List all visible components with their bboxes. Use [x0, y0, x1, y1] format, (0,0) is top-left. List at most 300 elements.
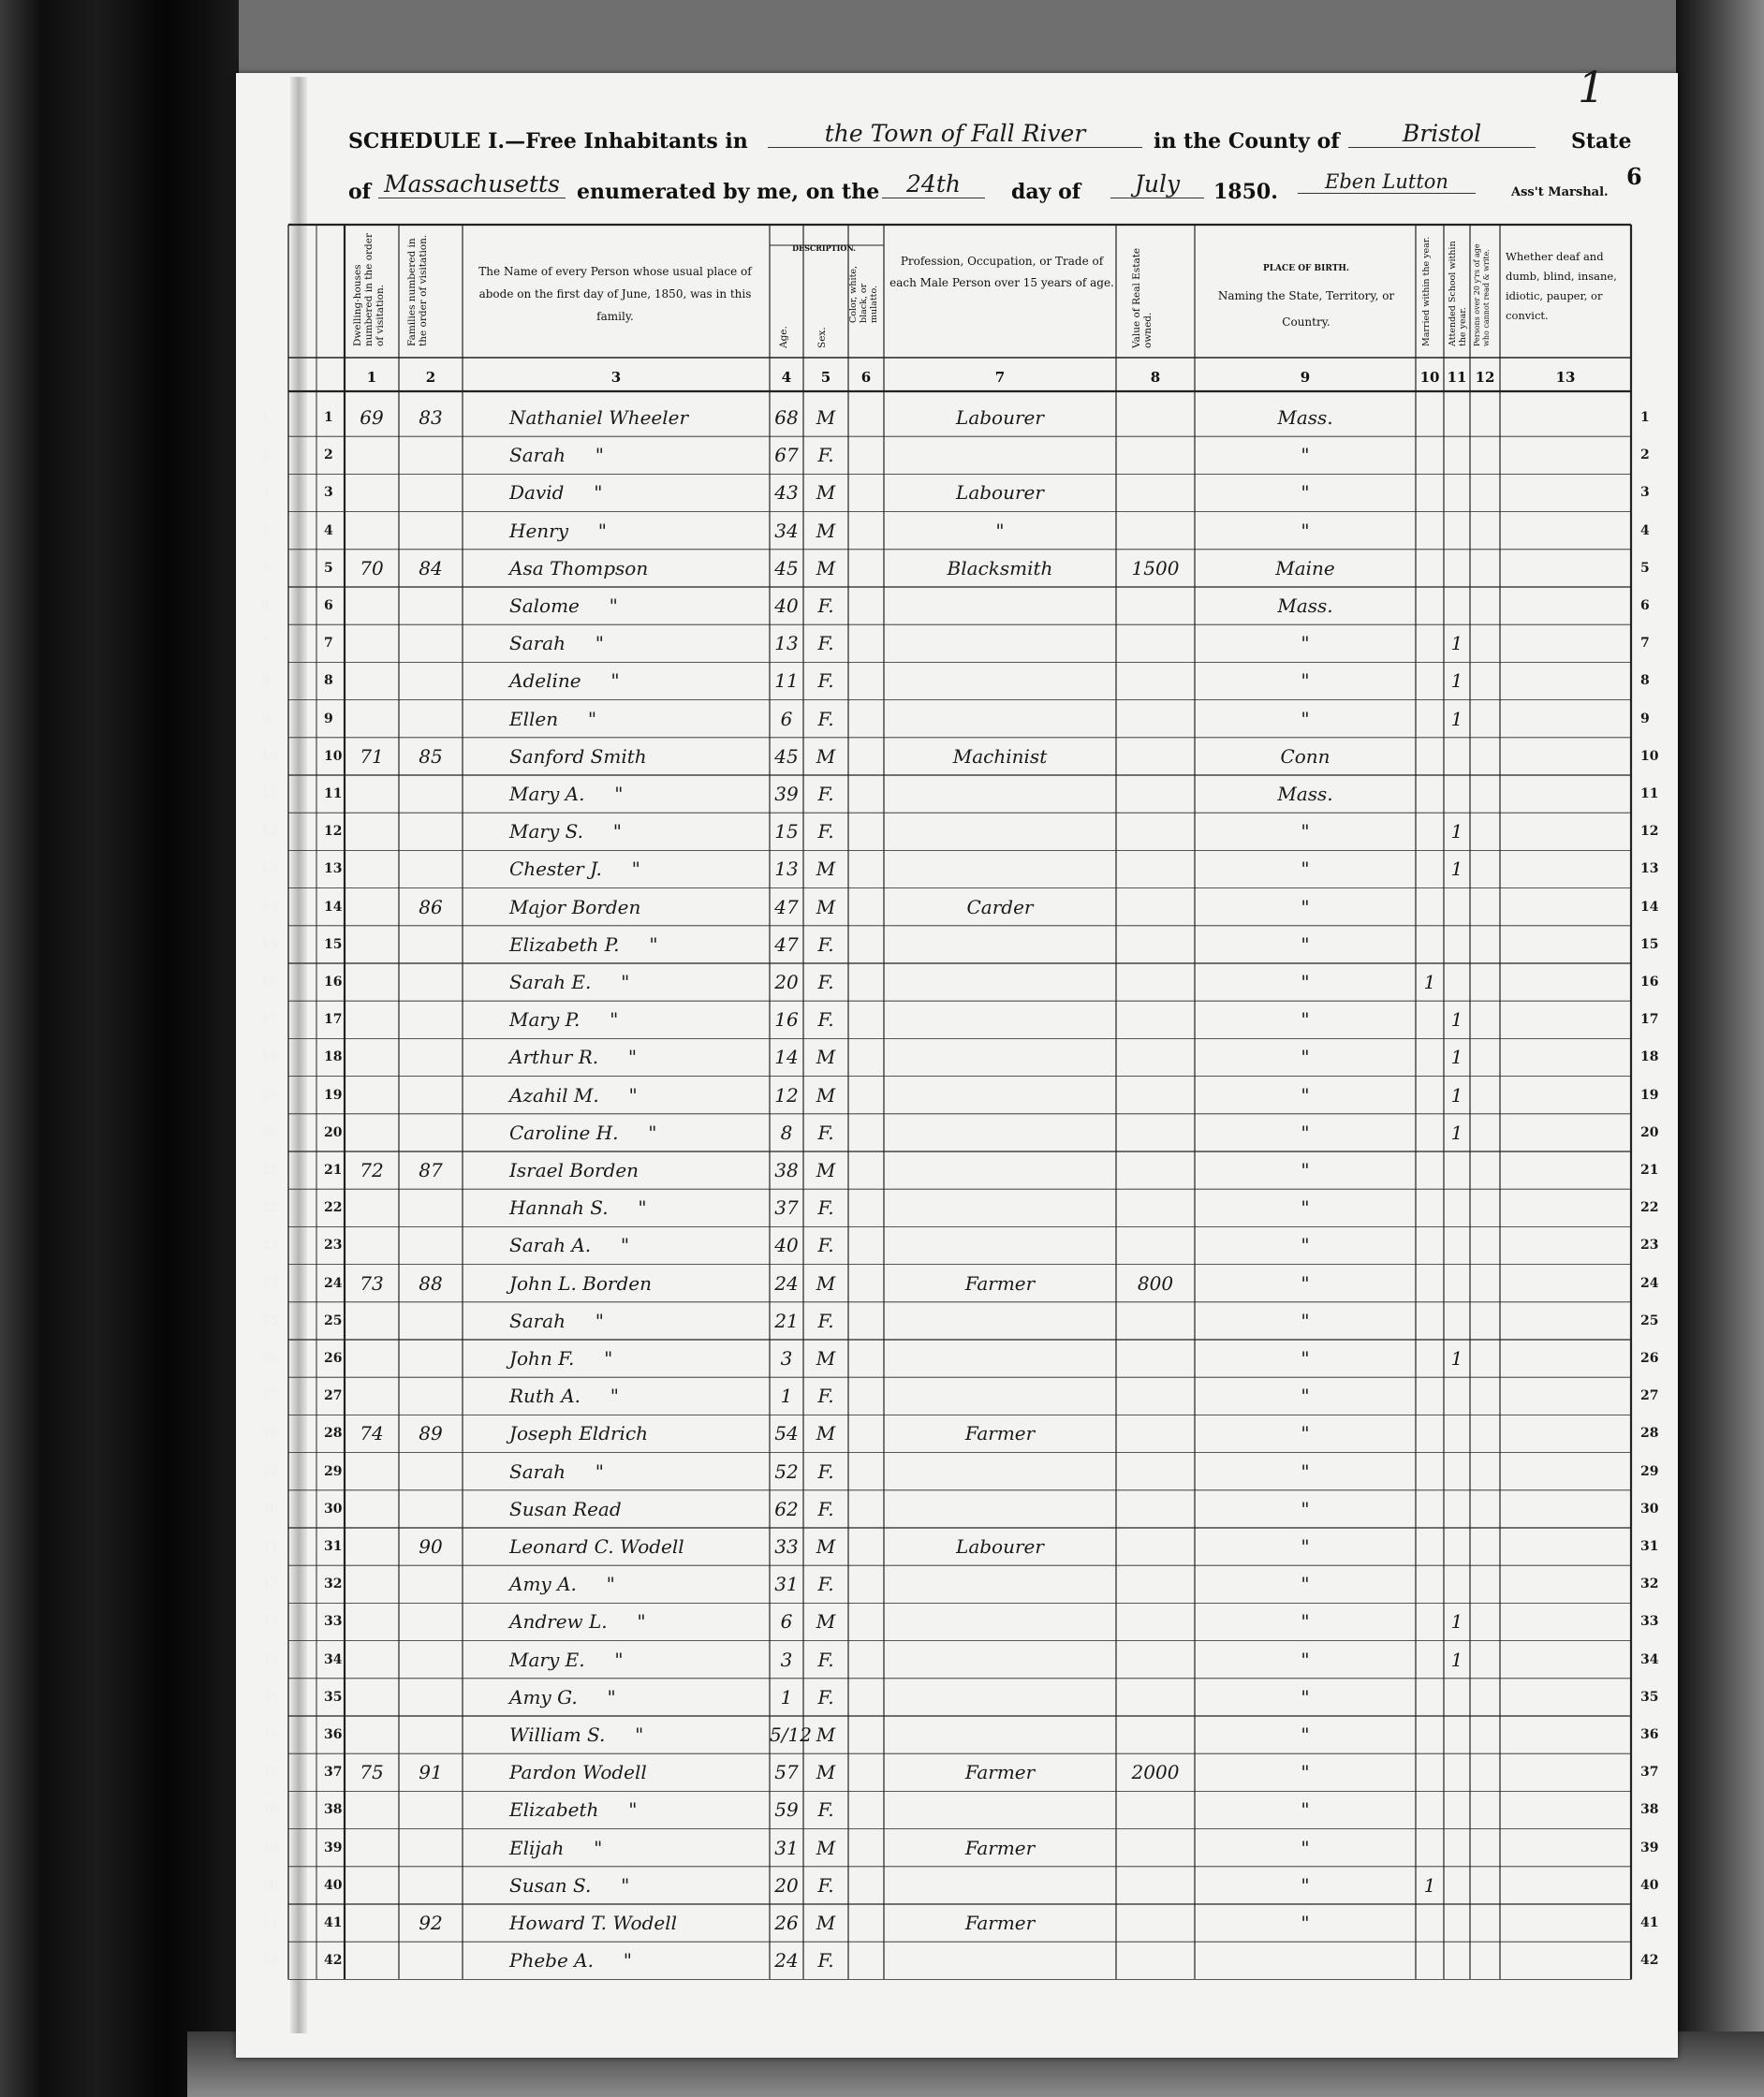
line-number-left: 32 — [260, 1576, 279, 1592]
line-number-right: 34 — [1640, 1651, 1659, 1667]
column-number: 9 — [1300, 369, 1311, 386]
line-number: 18 — [324, 1049, 343, 1065]
dwelling-number: 70 — [360, 556, 384, 579]
line-number-right: 11 — [1640, 786, 1659, 801]
line-number-right: 35 — [1640, 1689, 1659, 1705]
birthplace: " — [1301, 932, 1310, 956]
person-name: Sarah " — [509, 444, 604, 467]
line-number-right: 17 — [1640, 1012, 1659, 1028]
line-number-right: 13 — [1640, 861, 1659, 877]
person-name: Leonard C. Wodell — [509, 1535, 684, 1558]
age: 39 — [774, 783, 799, 805]
header-birth-title: PLACE OF BIRTH. — [1262, 264, 1350, 273]
sex: F. — [817, 1234, 834, 1257]
real-estate-value: 1500 — [1131, 556, 1180, 579]
page-number-right: 6 — [1626, 163, 1642, 190]
line-number: 6 — [324, 598, 333, 613]
line-number: 8 — [324, 673, 333, 689]
birthplace: " — [1301, 1798, 1310, 1822]
sex: M — [816, 406, 836, 429]
age: 43 — [774, 481, 799, 505]
sex: F. — [817, 1309, 834, 1332]
day-of-label: day of — [1011, 180, 1081, 204]
sex: F. — [817, 820, 834, 843]
line-number: 22 — [324, 1200, 343, 1216]
person-name: Mary S. " — [509, 820, 622, 843]
age: 54 — [774, 1422, 799, 1445]
family-number: 88 — [419, 1271, 443, 1295]
line-number-left: 38 — [260, 1802, 279, 1818]
line-number: 7 — [324, 636, 333, 652]
birthplace: " — [1301, 1873, 1310, 1897]
sex: F. — [817, 594, 834, 617]
birthplace: " — [1301, 1159, 1310, 1181]
sex: M — [816, 1535, 836, 1558]
header-birthplace: Naming the State, Territory, or Country. — [1217, 289, 1395, 329]
line-number-right: 20 — [1640, 1124, 1659, 1140]
line-number: 5 — [324, 560, 333, 576]
marshal-field: Eben Lutton — [1298, 170, 1476, 194]
line-number-right: 2 — [1640, 447, 1650, 463]
sex: M — [816, 1836, 836, 1859]
school-mark: 1 — [1450, 1347, 1463, 1370]
age: 52 — [774, 1459, 799, 1483]
sex: M — [816, 858, 836, 881]
person-name: David " — [509, 481, 603, 505]
age: 8 — [780, 1121, 793, 1144]
line-number-right: 24 — [1640, 1275, 1659, 1291]
header-dwelling: Dwelling-houses numbered in the order of visitation. — [352, 233, 386, 346]
line-number-right: 18 — [1640, 1049, 1659, 1065]
header-description: DESCRIPTION. — [792, 243, 856, 253]
person-name: Mary E. " — [509, 1648, 624, 1671]
line-number-left: 20 — [260, 1124, 279, 1140]
family-number: 85 — [419, 744, 443, 768]
line-number-right: 4 — [1640, 522, 1650, 538]
occupation: Carder — [966, 895, 1034, 918]
line-number: 11 — [324, 786, 343, 801]
line-number-left: 39 — [260, 1840, 279, 1855]
line-number-left: 11 — [260, 786, 279, 801]
month-field: July — [1110, 170, 1204, 198]
occupation: Farmer — [964, 1836, 1036, 1859]
line-number-left: 33 — [260, 1614, 279, 1630]
school-mark: 1 — [1450, 1046, 1463, 1069]
married-mark: 1 — [1423, 971, 1436, 993]
scan-dark-margin-left — [0, 0, 239, 2097]
birthplace: " — [1301, 1385, 1310, 1408]
age: 45 — [774, 744, 799, 768]
sex: F. — [817, 971, 834, 993]
column-number: 8 — [1150, 369, 1161, 386]
birthplace: " — [1301, 1459, 1310, 1483]
column-number: 7 — [994, 369, 1006, 386]
person-name: Caroline H. " — [509, 1121, 657, 1144]
occupation: Farmer — [964, 1422, 1036, 1445]
age: 20 — [774, 1873, 799, 1897]
line-number-right: 29 — [1640, 1463, 1659, 1479]
sex: M — [816, 1159, 836, 1181]
person-name: Henry " — [509, 519, 608, 542]
line-number: 41 — [324, 1915, 343, 1930]
line-number-right: 3 — [1640, 485, 1650, 501]
line-number: 12 — [324, 824, 343, 840]
line-number-left: 21 — [260, 1163, 279, 1178]
line-number: 37 — [324, 1765, 343, 1781]
column-number: 4 — [781, 369, 792, 386]
age: 59 — [774, 1798, 799, 1822]
sex: F. — [817, 932, 834, 956]
line-number-left: 25 — [260, 1312, 279, 1328]
age: 40 — [774, 594, 799, 617]
person-name: Pardon Wodell — [509, 1761, 647, 1784]
year-label: 1850. — [1213, 180, 1278, 204]
line-number-left: 4 — [260, 522, 270, 538]
birthplace: " — [1301, 1723, 1310, 1746]
column-number: 5 — [820, 369, 831, 386]
line-number-right: 14 — [1640, 899, 1659, 915]
age: 11 — [774, 669, 799, 693]
line-number: 42 — [324, 1953, 343, 1969]
person-name: Chester J. " — [509, 858, 640, 881]
birthplace: Conn — [1280, 744, 1330, 768]
line-number-left: 35 — [260, 1689, 279, 1705]
line-number-left: 16 — [260, 975, 279, 990]
line-number: 27 — [324, 1388, 343, 1404]
line-number-left: 13 — [260, 861, 279, 877]
line-number: 15 — [324, 936, 343, 952]
line-number-right: 41 — [1640, 1915, 1659, 1930]
person-name: Howard T. Wodell — [509, 1912, 678, 1934]
line-number-left: 27 — [260, 1388, 279, 1404]
person-name: Phebe A. " — [509, 1949, 632, 1972]
person-name: Adeline " — [509, 669, 620, 693]
birthplace: " — [1301, 1912, 1310, 1934]
line-number: 33 — [324, 1614, 343, 1630]
line-number-right: 12 — [1640, 824, 1659, 840]
sex: M — [816, 1912, 836, 1934]
person-name: Andrew L. " — [509, 1610, 646, 1634]
birthplace: " — [1301, 707, 1310, 730]
occupation: Labourer — [956, 1535, 1044, 1558]
line-number: 28 — [324, 1426, 343, 1442]
age: 5/12 — [770, 1723, 812, 1746]
occupation: " — [995, 519, 1005, 542]
header-color: Color, white, black, or mulatto. — [848, 265, 879, 323]
sex: F. — [817, 783, 834, 805]
school-mark: 1 — [1450, 1083, 1463, 1107]
line-number-right: 40 — [1640, 1877, 1659, 1893]
birthplace: " — [1301, 1008, 1310, 1032]
sex: M — [816, 1761, 836, 1784]
dwelling-number: 72 — [360, 1159, 384, 1181]
school-mark: 1 — [1450, 1008, 1463, 1032]
column-number: 1 — [366, 369, 377, 386]
occupation: Labourer — [956, 406, 1044, 429]
occupation: Labourer — [956, 481, 1044, 505]
birthplace: " — [1301, 632, 1310, 655]
line-number-right: 10 — [1640, 748, 1659, 764]
line-number-left: 5 — [260, 560, 270, 576]
sex: M — [816, 1271, 836, 1295]
line-number-left: 14 — [260, 899, 279, 915]
person-name: Mary P. " — [509, 1008, 619, 1032]
birthplace: " — [1301, 519, 1310, 542]
person-name: Israel Borden — [509, 1159, 639, 1181]
sex: F. — [817, 1459, 834, 1483]
line-number-left: 31 — [260, 1539, 279, 1554]
line-number-right: 23 — [1640, 1238, 1659, 1254]
sex: M — [816, 1610, 836, 1634]
age: 15 — [774, 820, 799, 843]
line-number: 3 — [324, 485, 333, 501]
marshal-label: Ass't Marshal. — [1511, 185, 1609, 199]
line-number: 24 — [324, 1275, 343, 1291]
line-number-left: 28 — [260, 1426, 279, 1442]
birthplace: " — [1301, 858, 1310, 881]
line-number-left: 1 — [260, 410, 270, 425]
family-number: 84 — [419, 556, 443, 579]
family-number: 89 — [419, 1422, 443, 1445]
birthplace: " — [1301, 1497, 1310, 1520]
line-number: 17 — [324, 1012, 343, 1028]
age: 31 — [774, 1573, 799, 1596]
line-number-left: 22 — [260, 1200, 279, 1216]
person-name: Sarah " — [509, 632, 604, 655]
age: 47 — [774, 932, 799, 956]
birthplace: " — [1301, 1761, 1310, 1784]
dwelling-number: 75 — [360, 1761, 384, 1784]
school-mark: 1 — [1450, 820, 1463, 843]
birthplace: Mass. — [1277, 783, 1333, 805]
person-name: Azahil M. " — [509, 1083, 638, 1107]
line-number-right: 16 — [1640, 975, 1659, 990]
line-number-left: 17 — [260, 1012, 279, 1028]
header-family: Families numbered in the order of visitation. — [406, 234, 429, 346]
age: 47 — [774, 895, 799, 918]
column-number: 2 — [425, 369, 436, 386]
scan-dark-margin-right — [1676, 0, 1764, 2097]
sex: F. — [817, 1798, 834, 1822]
occupation: Farmer — [964, 1761, 1036, 1784]
real-estate-value: 800 — [1137, 1271, 1174, 1295]
line-number-left: 30 — [260, 1501, 279, 1517]
line-number-left: 6 — [260, 598, 270, 613]
birthplace: " — [1301, 1121, 1310, 1144]
occupation: Farmer — [964, 1271, 1036, 1295]
birthplace: " — [1301, 895, 1310, 918]
person-name: Sanford Smith — [509, 744, 647, 768]
line-number: 39 — [324, 1840, 343, 1855]
age: 3 — [780, 1347, 793, 1370]
line-number-left: 2 — [260, 447, 270, 463]
school-mark: 1 — [1450, 1121, 1463, 1144]
school-mark: 1 — [1450, 858, 1463, 881]
sex: F. — [817, 1008, 834, 1032]
line-number: 10 — [324, 748, 343, 764]
line-number-right: 37 — [1640, 1765, 1659, 1781]
age: 6 — [780, 707, 793, 730]
person-name: Salome " — [509, 594, 618, 617]
line-number-right: 31 — [1640, 1539, 1659, 1554]
person-name: Sarah E. " — [509, 971, 630, 993]
married-mark: 1 — [1423, 1873, 1436, 1897]
sex: F. — [817, 1648, 834, 1671]
sex: F. — [817, 1196, 834, 1220]
line-number-right: 33 — [1640, 1614, 1659, 1630]
line-number-right: 36 — [1640, 1727, 1659, 1742]
line-number-left: 37 — [260, 1765, 279, 1781]
person-name: Ruth A. " — [509, 1385, 620, 1408]
sex: M — [816, 481, 836, 505]
age: 13 — [774, 858, 799, 881]
line-number-left: 36 — [260, 1727, 279, 1742]
line-number: 36 — [324, 1727, 343, 1742]
line-number-right: 15 — [1640, 936, 1659, 952]
line-number-right: 32 — [1640, 1576, 1659, 1592]
line-number-right: 28 — [1640, 1426, 1659, 1442]
state-label: State — [1571, 129, 1632, 154]
family-number: 92 — [419, 1912, 443, 1934]
sex: F. — [817, 632, 834, 655]
school-mark: 1 — [1450, 632, 1463, 655]
sex: M — [816, 1347, 836, 1370]
person-name: Asa Thompson — [509, 556, 649, 579]
age: 45 — [774, 556, 799, 579]
occupation: Farmer — [964, 1912, 1036, 1934]
birthplace: " — [1301, 1196, 1310, 1220]
birthplace: " — [1301, 444, 1310, 467]
occupation: Machinist — [952, 744, 1048, 768]
birthplace: " — [1301, 971, 1310, 993]
birthplace: " — [1301, 1610, 1310, 1634]
age: 14 — [774, 1046, 799, 1069]
age: 13 — [774, 632, 799, 655]
sex: M — [816, 1083, 836, 1107]
school-mark: 1 — [1450, 707, 1463, 730]
sex: F. — [817, 1121, 834, 1144]
sex: M — [816, 1723, 836, 1746]
birthplace: " — [1301, 1422, 1310, 1445]
line-number-left: 10 — [260, 748, 279, 764]
line-number: 31 — [324, 1539, 343, 1554]
age: 37 — [774, 1196, 799, 1220]
line-number: 16 — [324, 975, 343, 990]
age: 40 — [774, 1234, 799, 1257]
birthplace: " — [1301, 1234, 1310, 1257]
sex: M — [816, 744, 836, 768]
school-mark: 1 — [1450, 1648, 1463, 1671]
family-number: 86 — [419, 895, 443, 918]
person-name: Ellen " — [509, 707, 597, 730]
family-number: 87 — [419, 1159, 443, 1181]
line-number-left: 8 — [260, 673, 270, 689]
school-mark: 1 — [1450, 1610, 1463, 1634]
line-number: 26 — [324, 1351, 343, 1366]
column-number: 11 — [1447, 369, 1467, 386]
dwelling-number: 71 — [360, 744, 384, 768]
line-number-left: 7 — [260, 636, 270, 652]
age: 33 — [774, 1535, 799, 1558]
age: 24 — [774, 1949, 799, 1972]
person-name: Susan S. " — [509, 1873, 630, 1897]
birthplace: Maine — [1275, 556, 1335, 579]
line-number-right: 25 — [1640, 1312, 1659, 1328]
birthplace: " — [1301, 1685, 1310, 1708]
person-name: Joseph Eldrich — [509, 1422, 649, 1445]
line-number: 25 — [324, 1312, 343, 1328]
sex: F. — [817, 707, 834, 730]
line-number-right: 42 — [1640, 1953, 1659, 1969]
age: 16 — [774, 1008, 799, 1032]
line-number: 23 — [324, 1238, 343, 1254]
birthplace: " — [1301, 1535, 1310, 1558]
header-condition: Whether deaf and dumb, blind, insane, idiotic, pauper, or convict. — [1506, 250, 1617, 322]
age: 57 — [774, 1761, 799, 1784]
dwelling-number: 74 — [360, 1422, 384, 1445]
age: 38 — [774, 1159, 799, 1181]
person-name: Mary A. " — [509, 783, 624, 805]
dwelling-number: 73 — [360, 1271, 384, 1295]
line-number-left: 26 — [260, 1351, 279, 1366]
school-mark: 1 — [1450, 669, 1463, 693]
header-occupation: Profession, Occupation, or Trade of each Male Person over 15 years of age. — [889, 255, 1114, 289]
header-sex: Sex. — [816, 327, 828, 348]
line-number: 34 — [324, 1651, 343, 1667]
age: 6 — [780, 1610, 793, 1634]
family-number: 91 — [419, 1761, 443, 1784]
person-name: Susan Read — [509, 1497, 622, 1520]
header-age: Age. — [778, 326, 789, 348]
sex: F. — [817, 444, 834, 467]
sex: F. — [817, 1573, 834, 1596]
line-number-right: 38 — [1640, 1802, 1659, 1818]
column-number: 13 — [1555, 369, 1576, 386]
person-name: Elizabeth " — [509, 1798, 638, 1822]
line-number-right: 6 — [1640, 598, 1650, 613]
line-number-left: 12 — [260, 824, 279, 840]
birthplace: " — [1301, 1309, 1310, 1332]
line-number-right: 7 — [1640, 636, 1650, 652]
county-label: in the County of — [1154, 129, 1340, 154]
line-number-right: 22 — [1640, 1200, 1659, 1216]
column-number: 12 — [1475, 369, 1495, 386]
header-name: The Name of every Person whose usual place of abode on the first day of June, 1850, was in this family. — [478, 265, 752, 323]
line-number-left: 41 — [260, 1915, 279, 1930]
sex: F. — [817, 1873, 834, 1897]
line-number-left: 15 — [260, 936, 279, 952]
line-number-right: 26 — [1640, 1351, 1659, 1366]
sex: F. — [817, 1949, 834, 1972]
birthplace: " — [1301, 1271, 1310, 1295]
column-number: 10 — [1419, 369, 1440, 386]
line-number: 32 — [324, 1576, 343, 1592]
line-number-left: 23 — [260, 1238, 279, 1254]
line-number: 40 — [324, 1877, 343, 1893]
birthplace: " — [1301, 1347, 1310, 1370]
day-field: 24th — [882, 170, 985, 198]
header-illiterate: Persons over 20 y'rs of age who cannot read & write. — [1473, 243, 1491, 346]
age: 34 — [774, 519, 799, 542]
header-school: Attended School within the year. — [1448, 241, 1468, 346]
enumerated-label: enumerated by me, on the — [577, 180, 880, 204]
person-name: Sarah " — [509, 1459, 604, 1483]
person-name: Sarah " — [509, 1309, 604, 1332]
line-number-left: 18 — [260, 1049, 279, 1065]
age: 1 — [780, 1385, 793, 1408]
sex: M — [816, 895, 836, 918]
header-married: Married within the year. — [1421, 236, 1432, 346]
